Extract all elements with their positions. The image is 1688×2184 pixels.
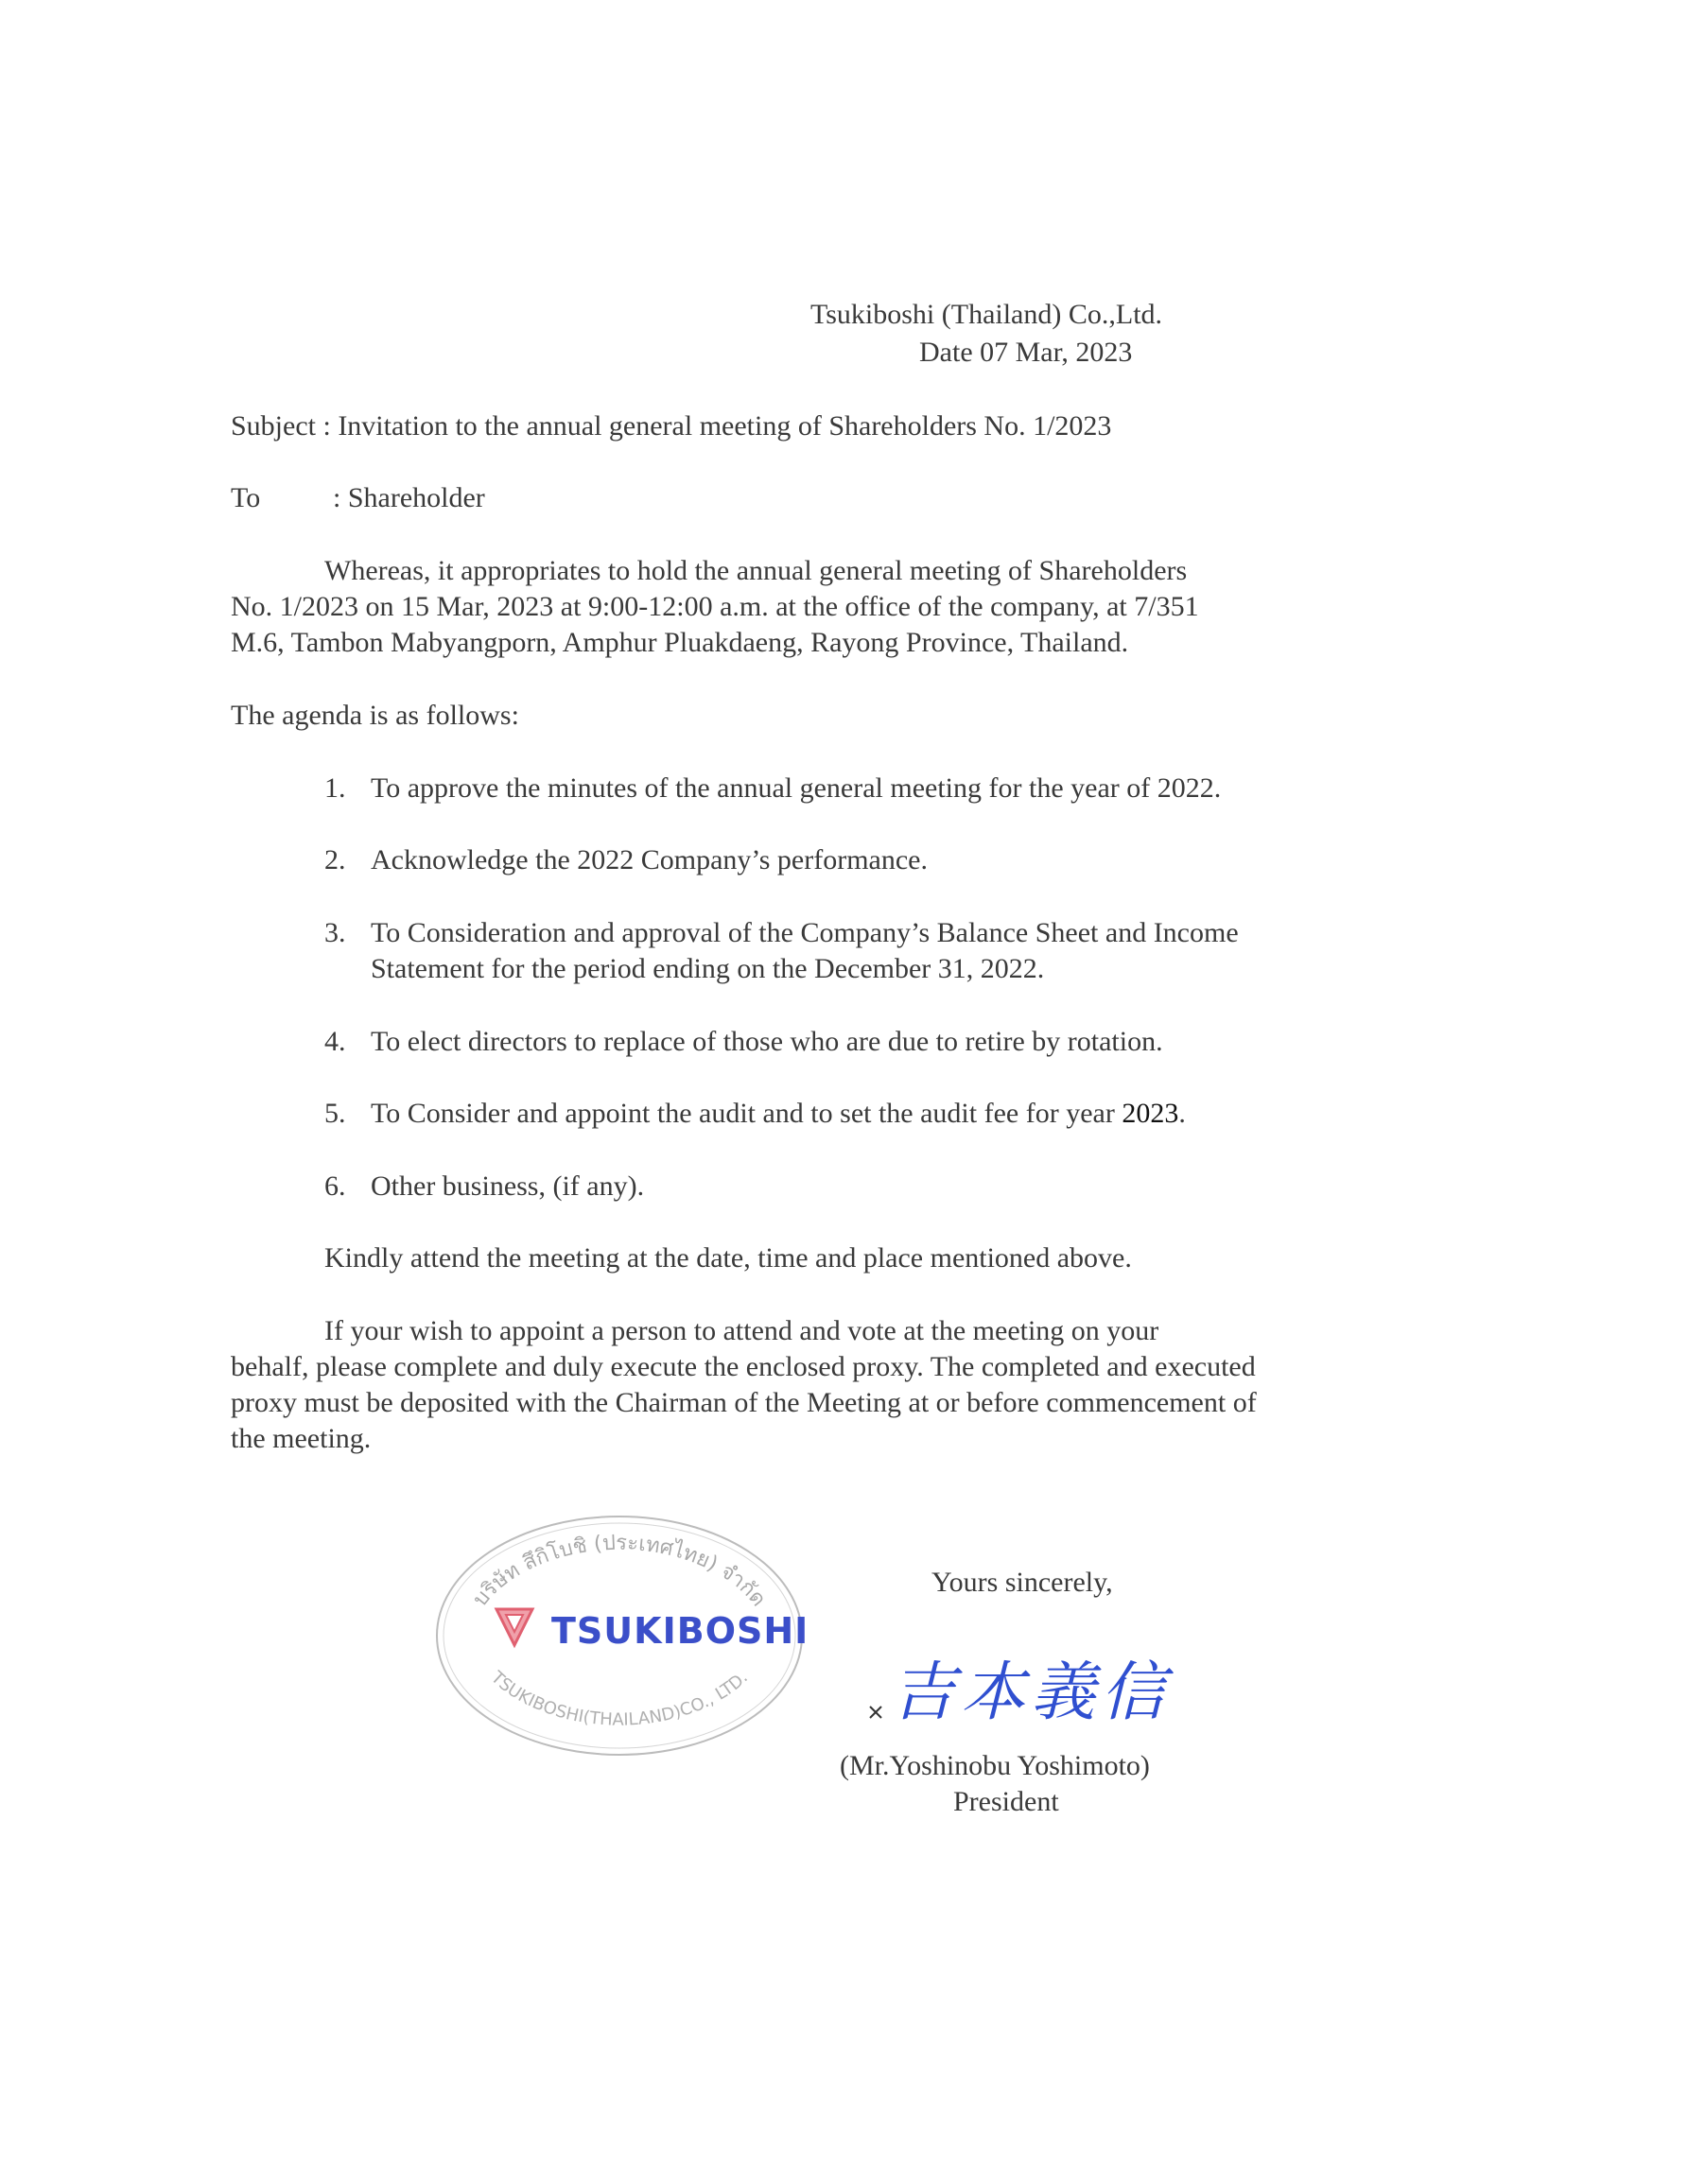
signer-title: President — [953, 1786, 1059, 1817]
intro-paragraph — [231, 553, 1460, 661]
intro-line-2: No. 1/2023 on 15 Mar, 2023 at 9:00-12:00 a.m. at the office of the company, at 7/351 — [231, 591, 1199, 622]
company-stamp — [430, 1503, 809, 1759]
signer-name: (Mr.Yoshinobu Yoshimoto) — [840, 1750, 1150, 1781]
agenda-item-6 — [324, 1169, 644, 1205]
agenda-item-3 — [324, 915, 1239, 987]
proxy-line-2: behalf, please complete and duly execute the enclosed proxy. The completed and executed — [231, 1351, 1256, 1382]
proxy-line-3: proxy must be deposited with the Chairman of the Meeting at or before commencement of — [231, 1387, 1257, 1418]
agenda-text: To Consider and appoint the audit and to set the audit fee for year — [371, 1098, 1122, 1129]
signature-mark-icon — [870, 1707, 881, 1718]
agenda-period: . — [1178, 1098, 1186, 1129]
tsukiboshi-logo-icon — [496, 1609, 532, 1645]
agenda-number: 3. — [324, 917, 346, 948]
intro-line-1: Whereas, it appropriates to hold the annual general meeting of Shareholders — [324, 555, 1188, 586]
proxy-paragraph — [231, 1313, 1257, 1457]
agenda-number: 5. — [324, 1098, 346, 1129]
agenda-year: 2023 — [1122, 1098, 1179, 1129]
signature-text: 吉本義信 — [891, 1655, 1172, 1730]
closing-text: Yours sincerely, — [931, 1567, 1113, 1598]
agenda-number: 4. — [324, 1026, 346, 1057]
agenda-text-line-1: To Consideration and approval of the Company’s Balance Sheet and Income — [371, 917, 1239, 948]
agenda-item-2 — [324, 842, 928, 878]
company-name: Tsukiboshi (Thailand) Co.,Ltd. — [810, 299, 1163, 330]
letter-date: Date 07 Mar, 2023 — [919, 337, 1133, 368]
kindly-attend-text: Kindly attend the meeting at the date, time and place mentioned above. — [324, 1242, 1132, 1274]
agenda-item-4 — [324, 1024, 1163, 1060]
to-label: To — [231, 482, 261, 513]
stamp-top-text: บริษัท สึกิโบชิ (ประเทศไทย) จำกัด — [468, 1531, 771, 1612]
signature — [862, 1640, 1231, 1744]
agenda-number: 6. — [324, 1170, 346, 1202]
agenda-number: 1. — [324, 772, 346, 804]
agenda-intro: The agenda is as follows: — [231, 700, 519, 731]
agenda-item-5 — [324, 1096, 1186, 1132]
agenda-text: To approve the minutes of the annual general meeting for the year of 2022. — [371, 772, 1222, 804]
agenda-text: Other business, (if any). — [371, 1170, 645, 1202]
agenda-number: 2. — [324, 844, 346, 875]
agenda-text: To elect directors to replace of those who are due to retire by rotation. — [371, 1026, 1163, 1057]
stamp-bottom-text: TSUKIBOSHI(THAILAND)CO., LTD. — [487, 1667, 753, 1730]
agenda-item-1 — [324, 771, 1221, 806]
subject-line: Subject : Invitation to the annual general meeting of Shareholders No. 1/2023 — [231, 410, 1112, 442]
to-value: : Shareholder — [333, 482, 485, 513]
agenda-text-line-2: Statement for the period ending on the December 31, 2022. — [371, 953, 1045, 984]
proxy-line-1: If your wish to appoint a person to attend and vote at the meeting on your — [324, 1315, 1159, 1346]
agenda-text: Acknowledge the 2022 Company’s performance. — [371, 844, 928, 875]
proxy-line-4: the meeting. — [231, 1423, 372, 1454]
stamp-center-text: TSUKIBOSHI — [551, 1610, 809, 1652]
intro-line-3: M.6, Tambon Mabyangporn, Amphur Pluakdaeng, Rayong Province, Thailand. — [231, 627, 1129, 658]
